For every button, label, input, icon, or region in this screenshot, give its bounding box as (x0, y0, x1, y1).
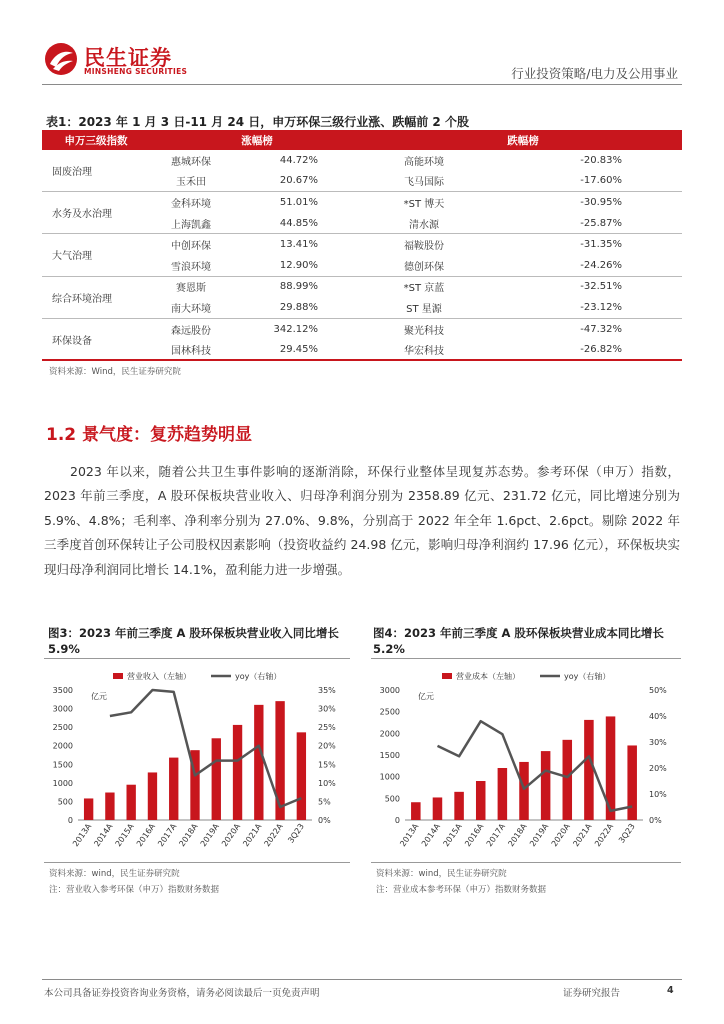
x-tick-label: 2020A (549, 821, 572, 849)
report-category: 行业投资策略/电力及公用事业 (511, 66, 678, 81)
gain-name-cell: 赛恩斯 (176, 283, 206, 295)
bar (84, 798, 93, 820)
bar (627, 745, 637, 820)
bar (212, 738, 221, 820)
category-cell: 水务及水治理 (42, 192, 150, 234)
loss-name-cell: *ST 博天 (403, 198, 445, 210)
x-tick-label: 2013A (398, 821, 421, 849)
figure-note: 注：营业收入参考环保（申万）指数财务数据 (49, 885, 220, 895)
bar (297, 732, 306, 820)
loss-name-cell: 聚光科技 (404, 325, 444, 337)
table-row (42, 192, 682, 213)
loss-pct-cell: -23.12% (484, 297, 682, 318)
loss-pct-cell: -20.83% (580, 154, 622, 166)
bar (275, 701, 284, 820)
gain-name-cell: 上海凯鑫 (150, 213, 232, 234)
left-tick-label: 3500 (52, 686, 73, 695)
gain-pct-cell: 13.41% (279, 239, 318, 251)
loss-name-cell: 福鞍股份 (404, 241, 444, 253)
table-header-row (42, 130, 682, 150)
gain-name-cell: 玉禾田 (150, 171, 232, 192)
gain-name-cell: 惠城环保 (171, 156, 211, 168)
figure-divider (371, 658, 681, 659)
stock-table (42, 130, 682, 361)
bar (105, 793, 114, 820)
bar (254, 705, 263, 820)
footer-report-type: 证券研究报告 (563, 988, 621, 999)
left-tick-label: 0 (67, 816, 73, 825)
left-tick-label: 2500 (379, 707, 400, 717)
footer-divider (42, 979, 682, 980)
yoy-line (438, 721, 633, 811)
body-paragraph: 2023 年以来，随着公共卫生事件影响的逐渐消除，环保行业整体呈现复苏态势。参考环保（申万）指数，2023 年前三季度，A 股环保板块营业收入、归母净利润分别为 2358.89 亿元、231.72 亿元，同比增速分别为 5.9%、4.8%；毛利率、净利率分别为 27.0%、9.8%，分别高于 2022 年全年 1.6pct、2.6pct。剔除 2022 年三季度首创环保转让子公司股权因素影响（投资收益约 24.98 亿元，影响归母净利润约 17.96 亿元），环保板块实现归母净利润同比增长 14.1%，盈利能力进一步增强。 (44, 464, 680, 577)
bar (541, 751, 551, 820)
figure-divider (44, 658, 350, 659)
loss-name-cell: 清水源 (364, 213, 484, 234)
bar (411, 802, 421, 820)
gain-pct-cell: 88.99% (279, 281, 318, 293)
gain-name-cell: 雪浪环境 (150, 255, 232, 276)
loss-name-cell: 飞马国际 (364, 171, 484, 192)
legend-label: yoy（右轴） (564, 672, 611, 681)
cost-chart (371, 662, 681, 858)
bar (233, 725, 242, 820)
figure-source: 资料来源：wind，民生证券研究院 (49, 869, 180, 879)
left-tick-label: 500 (57, 797, 73, 807)
table-bottom-rule (42, 359, 682, 361)
x-tick-label: 2013A (71, 821, 94, 849)
loss-pct-cell: -17.60% (484, 171, 682, 192)
gain-pct-cell: 29.88% (232, 297, 364, 318)
loss-pct-cell: -24.26% (484, 255, 682, 276)
section-heading: 1.2 景气度：复苏趋势明显 (46, 425, 253, 445)
right-tick-label: 20% (649, 764, 667, 773)
table-row (42, 234, 682, 255)
table-header-cell: 申万三级指数 (42, 130, 150, 150)
brand-name: 民生证券 (84, 46, 172, 70)
loss-name-cell: 华宏科技 (364, 339, 484, 360)
revenue-chart (44, 662, 350, 858)
bar (433, 797, 443, 820)
x-tick-label: 2021A (571, 821, 594, 849)
bar (563, 740, 573, 820)
x-tick-label: 2021A (241, 821, 264, 849)
right-tick-label: 25% (318, 723, 336, 733)
loss-name-cell: 高能环境 (404, 156, 444, 168)
right-tick-label: 30% (318, 704, 336, 714)
x-tick-label: 3Q23 (286, 821, 307, 845)
footer-disclaimer: 本公司具备证券投资咨询业务资格，请务必阅读最后一页免责声明 (44, 988, 320, 999)
left-tick-label: 1000 (379, 772, 400, 782)
loss-name-cell: 德创环保 (364, 255, 484, 276)
right-tick-label: 10% (318, 778, 336, 788)
category-cell: 大气治理 (42, 234, 150, 276)
left-tick-label: 3000 (379, 686, 400, 695)
gain-pct-cell: 29.45% (232, 339, 364, 360)
header-divider (42, 84, 682, 85)
table-row (42, 150, 682, 171)
right-tick-label: 10% (649, 790, 667, 799)
gain-name-cell: 金科环境 (171, 198, 211, 210)
legend-bar-swatch (442, 673, 452, 679)
bar (454, 792, 464, 820)
page-number: 4 (667, 985, 674, 996)
loss-pct-cell: -26.82% (484, 339, 682, 360)
loss-pct-cell: -31.35% (580, 239, 622, 251)
right-tick-label: 20% (318, 741, 336, 751)
gain-pct-cell: 20.67% (232, 171, 364, 192)
bar (169, 758, 178, 820)
bar (127, 785, 136, 820)
left-tick-label: 2500 (52, 723, 73, 733)
right-tick-label: 15% (318, 760, 336, 770)
loss-pct-cell: -47.32% (580, 323, 622, 335)
right-tick-label: 0% (318, 816, 331, 825)
bar (148, 772, 157, 820)
bar (519, 762, 529, 820)
left-tick-label: 0 (394, 816, 400, 825)
category-cell: 环保设备 (42, 318, 150, 360)
right-tick-label: 50% (649, 686, 667, 695)
figure-divider (44, 862, 350, 863)
x-tick-label: 2018A (177, 821, 200, 849)
left-tick-label: 500 (384, 794, 400, 804)
left-tick-label: 1500 (379, 751, 400, 760)
loss-pct-cell: -32.51% (580, 281, 622, 293)
gain-pct-cell: 51.01% (279, 196, 318, 208)
figure-divider (371, 862, 681, 863)
left-axis-unit: 亿元 (91, 692, 107, 701)
loss-name-cell: ST 星源 (364, 297, 484, 318)
figure-title: 图4：2023 年前三季度 A 股环保板块营业成本同比增长 5.2% (373, 626, 664, 656)
x-tick-label: 2022A (592, 821, 616, 849)
x-tick-label: 2016A (463, 821, 486, 849)
left-tick-label: 2000 (52, 741, 73, 751)
left-tick-label: 3000 (52, 704, 73, 714)
x-tick-label: 2017A (484, 821, 508, 849)
right-tick-label: 35% (318, 686, 336, 695)
x-tick-label: 2015A (113, 821, 136, 849)
category-cell: 综合环境治理 (42, 276, 150, 318)
gain-name-cell: 森远股份 (171, 325, 211, 337)
gain-pct-cell: 342.12% (273, 323, 318, 335)
bar (476, 781, 486, 820)
table-header-cell: 跌幅榜 (364, 130, 682, 150)
gain-pct-cell: 12.90% (232, 255, 364, 276)
x-tick-label: 3Q23 (617, 821, 637, 845)
right-tick-label: 0% (649, 816, 662, 825)
left-axis-unit: 亿元 (418, 692, 434, 701)
figure-source: 资料来源：wind，民生证券研究院 (376, 869, 507, 879)
right-tick-label: 30% (649, 738, 667, 747)
figure-note: 注：营业成本参考环保（申万）指数财务数据 (376, 885, 547, 895)
bar (498, 768, 508, 820)
logo-icon (44, 42, 78, 76)
left-tick-label: 2000 (379, 729, 400, 739)
gain-name-cell: 国林科技 (150, 339, 232, 360)
brand-name-en: MINSHENG SECURITIES (84, 67, 188, 76)
bar (584, 720, 594, 820)
x-tick-label: 2018A (506, 821, 529, 849)
legend-label: yoy（右轴） (235, 672, 282, 681)
gain-name-cell: 中创环保 (171, 241, 211, 253)
gain-pct-cell: 44.72% (279, 154, 318, 166)
right-tick-label: 40% (649, 712, 667, 721)
table-title: 表1：2023 年 1 月 3 日-11 月 24 日，申万环保三级行业涨、跌幅前 2 个股 (46, 115, 469, 129)
table-header-cell: 涨幅榜 (150, 130, 364, 150)
legend-bar-swatch (113, 673, 123, 679)
loss-name-cell: *ST 京蓝 (403, 283, 445, 295)
x-tick-label: 2019A (198, 821, 221, 849)
figure-title: 图3：2023 年前三季度 A 股环保板块营业收入同比增长 5.9% (48, 626, 339, 656)
legend-label: 营业收入（左轴） (127, 672, 191, 681)
x-tick-label: 2020A (219, 821, 243, 849)
x-tick-label: 2016A (134, 821, 158, 849)
x-tick-label: 2022A (262, 821, 285, 849)
yoy-line (110, 690, 302, 807)
x-tick-label: 2014A (92, 821, 115, 849)
gain-pct-cell: 44.85% (232, 213, 364, 234)
x-tick-label: 2015A (441, 821, 464, 849)
left-tick-label: 1000 (52, 778, 73, 788)
table-row (42, 276, 682, 297)
legend-label: 营业成本（左轴） (456, 672, 520, 681)
category-cell: 固废治理 (42, 150, 150, 192)
right-tick-label: 5% (318, 797, 331, 807)
x-tick-label: 2014A (419, 821, 443, 849)
x-tick-label: 2017A (156, 821, 179, 849)
loss-pct-cell: -25.87% (484, 213, 682, 234)
loss-pct-cell: -30.95% (580, 196, 622, 208)
table-row (42, 318, 682, 339)
table-source: 资料来源：Wind，民生证券研究院 (49, 367, 181, 377)
gain-name-cell: 南大环境 (150, 297, 232, 318)
left-tick-label: 1500 (52, 760, 73, 770)
x-tick-label: 2019A (528, 821, 551, 849)
